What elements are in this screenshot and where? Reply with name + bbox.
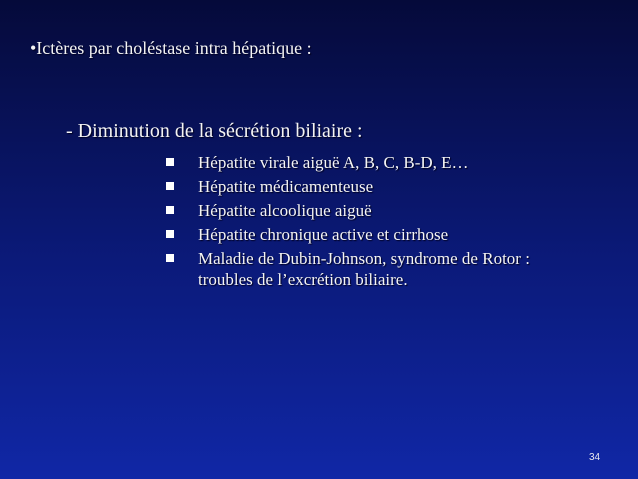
square-bullet-icon bbox=[166, 158, 174, 166]
bullet-text: Maladie de Dubin-Johnson, syndrome de Rotor : troubles de l’excrétion biliaire. bbox=[198, 249, 530, 289]
bullet-item bbox=[166, 152, 586, 173]
bullet-text: Hépatite médicamenteuse bbox=[198, 177, 374, 196]
square-bullet-icon bbox=[166, 230, 174, 238]
slide-heading: •Ictères par choléstase intra hépatique : bbox=[30, 38, 312, 58]
square-bullet-icon bbox=[166, 254, 174, 262]
square-bullet-icon bbox=[166, 182, 174, 190]
bullet-item bbox=[166, 176, 586, 197]
page-number: 34 bbox=[589, 452, 601, 463]
bullet-item bbox=[166, 224, 586, 245]
square-bullet-icon bbox=[166, 206, 174, 214]
bullet-text: Hépatite virale aiguë A, B, C, B-D, E… bbox=[198, 153, 469, 172]
bullet-item bbox=[166, 200, 586, 221]
bullet-text: Hépatite alcoolique aiguë bbox=[198, 201, 372, 220]
bullet-text: Hépatite chronique active et cirrhose bbox=[198, 225, 449, 244]
bullet-item bbox=[166, 248, 586, 290]
slide-subheading: - Diminution de la sécrétion biliaire : bbox=[66, 120, 363, 142]
bullet-list bbox=[166, 152, 586, 293]
